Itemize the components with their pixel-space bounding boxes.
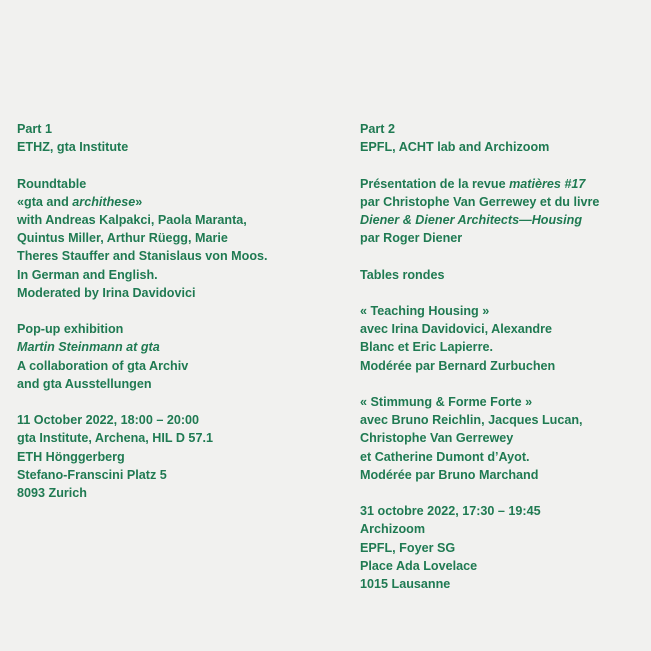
part2-city: 1015 Lausanne (360, 577, 451, 591)
part2-heading: Part 2 (360, 122, 396, 136)
roundtable-participants: with Andreas Kalpakci, Paola Maranta, (17, 213, 247, 227)
part1-heading: Part 1 (17, 122, 53, 136)
exhibition-collab: A collaboration of gta Archiv (17, 358, 189, 373)
part1-street: Stefano-Franscini Platz 5 (17, 467, 167, 482)
table1-participants: Blanc et Eric Lapierre. (360, 340, 493, 355)
book-title: Diener & Diener Architects—Housing (360, 213, 583, 227)
exhibition-title: Pop-up exhibition (17, 322, 124, 337)
part2-street: Place Ada Lovelace (360, 558, 478, 573)
table2-participants: Christophe Van Gerrewey (360, 431, 514, 446)
part2-venue: Archizoom (360, 522, 426, 537)
roundtable-language: In German and English. (17, 267, 158, 282)
roundtable-subtitle: «gta and archithese» (17, 194, 143, 209)
roundtable-moderator: Moderated by Irina Davidovici (17, 285, 196, 300)
roundtable-participants: Theres Stauffer and Stanislaus von Moos. (17, 249, 268, 264)
table2-participants: et Catherine Dumont d’Ayot. (360, 449, 530, 464)
exhibition-collab: and gta Ausstellungen (17, 376, 152, 391)
part1-city: 8093 Zurich (17, 486, 87, 501)
exhibition-name: Martin Steinmann at gta (17, 340, 160, 355)
book-author: par Roger Diener (360, 231, 463, 246)
table2-participants: avec Bruno Reichlin, Jacques Lucan, (360, 413, 583, 428)
part2-institution: EPFL, ACHT lab and Archizoom (360, 140, 550, 155)
table1-moderator: Modérée par Bernard Zurbuchen (360, 358, 556, 373)
part2-column (360, 120, 645, 593)
roundtable-participants: Quintus Miller, Arthur Rüegg, Marie (17, 231, 228, 246)
part2-room: EPFL, Foyer SG (360, 540, 456, 555)
part1-institution: ETHZ, gta Institute (17, 140, 129, 155)
table1-title: « Teaching Housing » (360, 303, 490, 318)
roundtable-title: Roundtable (17, 176, 87, 191)
part1-datetime: 11 October 2022, 18:00 – 20:00 (17, 413, 200, 428)
part1-column (17, 120, 332, 502)
part1-venue: gta Institute, Archena, HIL D 57.1 (17, 431, 213, 446)
presentation-line: Présentation de la revue matières #17 (360, 176, 586, 191)
part2-datetime: 31 octobre 2022, 17:30 – 19:45 (360, 504, 541, 519)
part1-campus: ETH Hönggerberg (17, 449, 125, 464)
table1-participants: avec Irina Davidovici, Alexandre (360, 322, 553, 337)
presentation-line: par Christophe Van Gerrewey et du livre (360, 194, 600, 209)
table2-title: « Stimmung & Forme Forte » (360, 394, 533, 409)
tables-title: Tables rondes (360, 267, 445, 282)
table2-moderator: Modérée par Bruno Marchand (360, 467, 539, 482)
